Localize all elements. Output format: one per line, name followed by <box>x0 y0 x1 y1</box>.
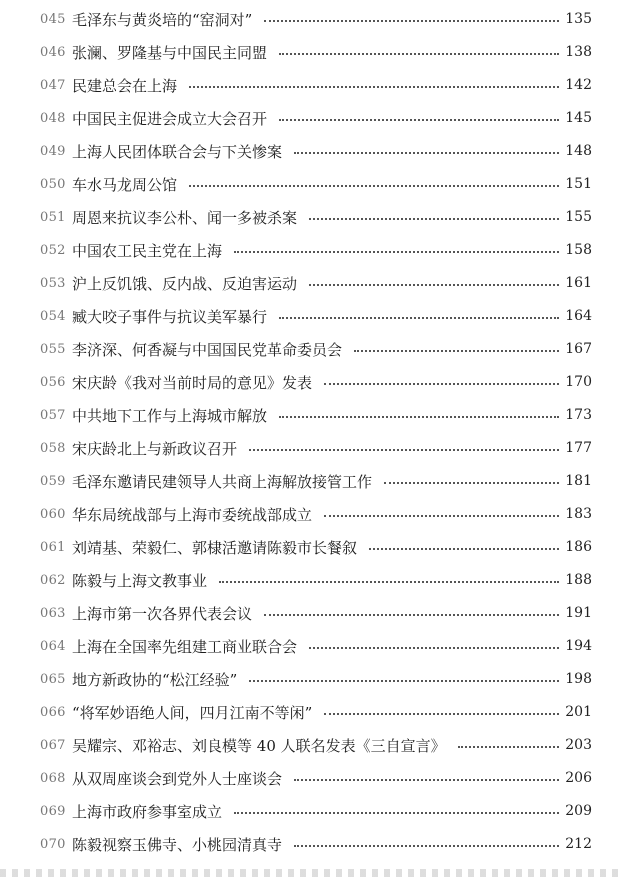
entry-title: 吴耀宗、邓裕志、刘良模等 40 人联名发表《三自宣言》 <box>72 736 446 755</box>
entry-number: 050 <box>40 176 66 192</box>
entry-number: 048 <box>40 110 66 126</box>
entry-page: 167 <box>565 341 592 357</box>
entry-number: 062 <box>40 572 66 588</box>
entry-page: 209 <box>565 803 592 819</box>
entry-number: 064 <box>40 638 66 654</box>
entry-title: 华东局统战部与上海市委统战部成立 <box>72 505 313 524</box>
toc-entry[interactable] <box>40 370 592 394</box>
entry-title: 地方新政协的“松江经验” <box>72 670 238 689</box>
entry-number: 056 <box>40 374 66 390</box>
entry-title: 毛泽东邀请民建领导人共商上海解放接管工作 <box>72 472 373 491</box>
entry-number: 055 <box>40 341 66 357</box>
entry-title: 陈毅与上海文教事业 <box>72 571 208 590</box>
toc-entry[interactable] <box>40 535 592 559</box>
entry-page: 212 <box>565 836 592 852</box>
entry-page: 135 <box>565 11 592 27</box>
entry-number: 051 <box>40 209 66 225</box>
entry-title: 上海在全国率先组建工商业联合会 <box>72 637 298 656</box>
dot-leader <box>264 20 559 22</box>
toc-entry[interactable] <box>40 238 592 262</box>
toc-entry[interactable] <box>40 700 592 724</box>
entry-number: 046 <box>40 44 66 60</box>
toc-entry[interactable] <box>40 73 592 97</box>
entry-number: 063 <box>40 605 66 621</box>
entry-page: 138 <box>565 44 592 60</box>
entry-title: 陈毅视察玉佛寺、小桃园清真寺 <box>72 835 283 854</box>
entry-page: 206 <box>565 770 592 786</box>
entry-title: 沪上反饥饿、反内战、反迫害运动 <box>72 274 298 293</box>
entry-page: 186 <box>565 539 592 555</box>
entry-title: 宋庆龄北上与新政议召开 <box>72 439 238 458</box>
entry-number: 067 <box>40 737 66 753</box>
entry-number: 065 <box>40 671 66 687</box>
bottom-edge <box>0 869 619 877</box>
entry-page: 173 <box>565 407 592 423</box>
entry-page: 188 <box>565 572 592 588</box>
dot-leader <box>264 614 559 616</box>
entry-title: 刘靖基、荣毅仁、郭棣活邀请陈毅市长餐叙 <box>72 538 358 557</box>
entry-page: 170 <box>565 374 592 390</box>
entry-page: 158 <box>565 242 592 258</box>
entry-title: 毛泽东与黄炎培的“窑洞对” <box>72 10 253 29</box>
entry-title: 张澜、罗隆基与中国民主同盟 <box>72 43 268 62</box>
toc-entry[interactable] <box>40 469 592 493</box>
toc-entry[interactable] <box>40 733 592 757</box>
toc-entry[interactable] <box>40 766 592 790</box>
entry-number: 057 <box>40 407 66 423</box>
entry-page: 181 <box>565 473 592 489</box>
entry-page: 151 <box>565 176 592 192</box>
toc-entry[interactable] <box>40 436 592 460</box>
entry-title: 车水马龙周公馆 <box>72 175 178 194</box>
entry-page: 191 <box>565 605 592 621</box>
dot-leader <box>234 812 559 814</box>
toc-entry[interactable] <box>40 568 592 592</box>
toc-entry[interactable] <box>40 799 592 823</box>
entry-page: 203 <box>565 737 592 753</box>
entry-page: 148 <box>565 143 592 159</box>
entry-title: 中共地下工作与上海城市解放 <box>72 406 268 425</box>
dot-leader <box>294 152 559 154</box>
entry-title: 臧大咬子事件与抗议美军暴行 <box>72 307 268 326</box>
dot-leader <box>249 680 559 682</box>
toc-entry[interactable] <box>40 832 592 856</box>
toc-entry[interactable] <box>40 7 592 31</box>
entry-number: 061 <box>40 539 66 555</box>
entry-title: 周恩来抗议李公朴、闻一多被杀案 <box>72 208 298 227</box>
entry-number: 049 <box>40 143 66 159</box>
entry-number: 058 <box>40 440 66 456</box>
entry-title: 宋庆龄《我对当前时局的意见》发表 <box>72 373 313 392</box>
toc-entry[interactable] <box>40 634 592 658</box>
dot-leader <box>324 383 559 385</box>
entry-page: 198 <box>565 671 592 687</box>
entry-number: 047 <box>40 77 66 93</box>
entry-page: 194 <box>565 638 592 654</box>
entry-title: 上海市第一次各界代表会议 <box>72 604 253 623</box>
dot-leader <box>279 53 559 55</box>
entry-title: 李济深、何香凝与中国国民党革命委员会 <box>72 340 343 359</box>
toc-entry[interactable] <box>40 40 592 64</box>
entry-number: 052 <box>40 242 66 258</box>
entry-number: 053 <box>40 275 66 291</box>
entry-title: 中国农工民主党在上海 <box>72 241 223 260</box>
dot-leader <box>189 185 559 187</box>
entry-page: 145 <box>565 110 592 126</box>
dot-leader <box>294 845 559 847</box>
entry-page: 201 <box>565 704 592 720</box>
toc-entry[interactable] <box>40 172 592 196</box>
entry-number: 068 <box>40 770 66 786</box>
entry-number: 060 <box>40 506 66 522</box>
dot-leader <box>309 218 559 220</box>
dot-leader <box>219 581 559 583</box>
dot-leader <box>309 647 559 649</box>
dot-leader <box>324 515 559 517</box>
toc-entry[interactable] <box>40 139 592 163</box>
entry-title: 上海人民团体联合会与下关惨案 <box>72 142 283 161</box>
dot-leader <box>279 416 559 418</box>
entry-page: 155 <box>565 209 592 225</box>
dot-leader <box>324 713 559 715</box>
dot-leader <box>249 449 559 451</box>
dot-leader <box>189 86 559 88</box>
toc-entry[interactable] <box>40 601 592 625</box>
dot-leader <box>279 119 559 121</box>
entry-number: 069 <box>40 803 66 819</box>
dot-leader <box>309 284 559 286</box>
dot-leader <box>354 350 559 352</box>
entry-page: 161 <box>565 275 592 291</box>
entry-number: 054 <box>40 308 66 324</box>
entry-number: 066 <box>40 704 66 720</box>
entry-page: 177 <box>565 440 592 456</box>
dot-leader <box>294 779 559 781</box>
dot-leader <box>458 746 560 748</box>
dot-leader <box>234 251 559 253</box>
toc-entry[interactable] <box>40 403 592 427</box>
dot-leader <box>384 482 559 484</box>
entry-page: 142 <box>565 77 592 93</box>
entry-page: 183 <box>565 506 592 522</box>
entry-number: 059 <box>40 473 66 489</box>
toc-entry[interactable] <box>40 304 592 328</box>
toc-entry[interactable] <box>40 106 592 130</box>
entry-number: 070 <box>40 836 66 852</box>
entry-title: 上海市政府参事室成立 <box>72 802 223 821</box>
toc-entry[interactable] <box>40 205 592 229</box>
entry-title: 民建总会在上海 <box>72 76 178 95</box>
toc-entry[interactable] <box>40 502 592 526</box>
entry-page: 164 <box>565 308 592 324</box>
toc-entry[interactable] <box>40 337 592 361</box>
toc-entry[interactable] <box>40 271 592 295</box>
entry-title: “将军妙语绝人间，四月江南不等闲” <box>72 703 313 722</box>
dot-leader <box>279 317 559 319</box>
entry-title: 中国民主促进会成立大会召开 <box>72 109 268 128</box>
toc-entry[interactable] <box>40 667 592 691</box>
entry-number: 045 <box>40 11 66 27</box>
entry-title: 从双周座谈会到党外人士座谈会 <box>72 769 283 788</box>
dot-leader <box>369 548 559 550</box>
